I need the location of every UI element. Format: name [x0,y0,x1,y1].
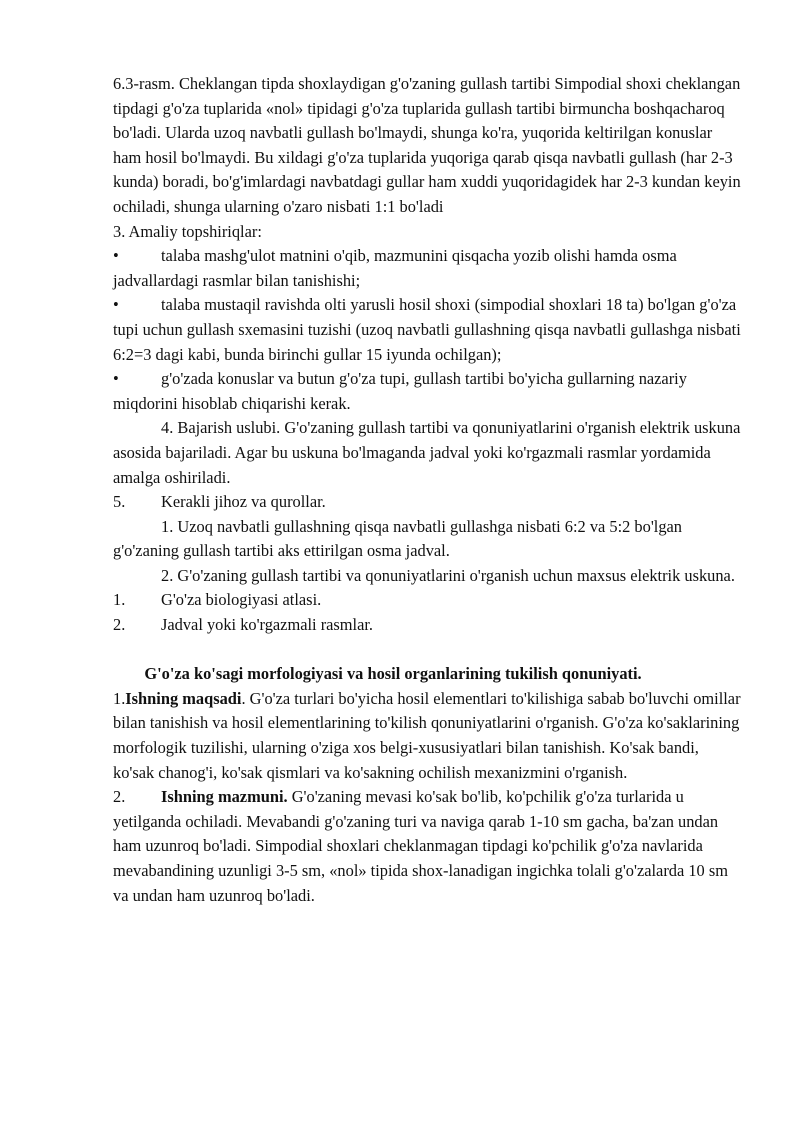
equipment-paragraph-2: 2. G'o'zaning gullash tartibi va qonuniyatlarini o'rganish uchun maxsus elektrik uskuna. [161,565,735,585]
section-title-equipment [113,490,743,515]
section-heading: G'o'za ko'sagi morfologiyasi va hosil organlarining tukilish qonuniyati. [144,664,642,684]
task-item [113,244,743,293]
item-text: Jadval yoki ko'rgazmali rasmlar. [161,615,374,635]
content-number: 2. [113,787,126,807]
bullet-marker: • [113,369,119,389]
purpose-label: Ishning maqsadi [125,688,242,708]
task-text: talaba mustaqil ravishda olti yarusli hosil shoxi (simpodial shoxlari 18 ta) bo'lgan g'o'za tupi uchun gullash sxemasini tuzishi (uzoq navbatli gullashning qisqa navbatli gullashga nisbati 6:2=3 dagi kabi, bunda birinchi gullar 15 iyunda ochilgan); [113,295,741,364]
task-text: g'o'zada konuslar va butun g'o'za tupi, gullash tartibi bo'yicha gullarning nazariy miqdorini hisoblab chiqarishi kerak. [113,369,687,413]
purpose-number: 1. [113,688,126,708]
item-number: 1. [113,590,126,610]
section-title-text: Kerakli jihoz va qurollar. [161,492,326,512]
figure-caption-paragraph: 6.3-rasm. Cheklangan tipda shoxlaydigan g'o'zaning gullash tartibi Simpodial shoxi cheklangan tipdagi g'o'za tuplarida «nol» tipidagi g'o'za tuplarida gullash tartibi birmuncha boshqacharoq bo'ladi. Ularda uzoq navbatli gullash bo'lmaydi, shunga ko'ra, yuqorida keltirilgan konuslar ham hosil bo'lmaydi. Bu xildagi g'o'za tuplarida yuqoriga qarab qisqa navbatli gullash (har 2-3 kunda) boradi, bo'g'imlardagi navbatdagi gullar ham xuddi yuqoridagidek har 2-3 kundan keyin ochiladi, shunga ularning o'zaro nisbati 1:1 bo'ladi [113,74,741,216]
execution-method-paragraph: 4. Bajarish uslubi. G'o'zaning gullash tartibi va qonuniyatlarini o'rganish elektrik uskuna asosida bajariladi. Agar bu uskuna bo'lmaganda jadval yoki ko'rgazmali rasmlar yordamida amalga oshiriladi. [113,418,741,487]
item-number: 2. [113,615,126,635]
bullet-marker: • [113,295,119,315]
task-text: talaba mashg'ulot matnini o'qib, mazmunini qisqacha yozib olishi hamda osma jadvallardagi rasmlar bilan tanishishi; [113,246,677,290]
numbered-item [113,613,743,638]
purpose-text: . G'o'za turlari bo'yicha hosil elementlari to'kilishiga sabab bo'luvchi omillar bilan tanishish va hosil elementlarining to'kilish qonuniyatlarini o'rganish. G'o'za ko'saklarining morfologik tuzilishi, ularning o'ziga xos belgi-xususiyatlari bilan tanishish. Ko'sak bandi, ko'sak chanog'i, ko'sak qismlari va ko'sakning ochilish mexanizmini o'rganish. [113,688,741,782]
numbered-item [113,588,743,613]
section-title-practical-tasks: 3. Amaliy topshiriqlar: [113,221,262,241]
document-page [113,72,743,908]
blank-line [113,638,743,663]
purpose-paragraph [113,687,743,785]
content-text: G'o'zaning mevasi ko'sak bo'lib, ko'pchilik g'o'za turlarida u yetilganda ochiladi. Mevabandi g'o'zaning turi va naviga qarab 1-10 sm gacha, ba'zan undan ham uzunroq bo'ladi. Simpodial shoxlari cheklanmagan tipdagi ko'pchilik g'o'za navlarida mevabandining uzunligi 3-5 sm, «nol» tipida shox-lanadigan ingichka tolali g'o'zalarda 10 sm va undan ham uzunroq bo'ladi. [113,787,728,905]
item-text: G'o'za biologiyasi atlasi. [161,590,322,610]
section-number: 5. [113,492,126,512]
content-label: Ishning mazmuni. [161,787,288,807]
bullet-marker: • [113,246,119,266]
task-item [113,293,743,367]
task-item [113,367,743,416]
content-paragraph [113,785,743,908]
equipment-paragraph-1: 1. Uzoq navbatli gullashning qisqa navbatli gullashga nisbati 6:2 va 5:2 bo'lgan g'o'zaning gullash tartibi aks ettirilgan osma jadval. [113,516,682,561]
